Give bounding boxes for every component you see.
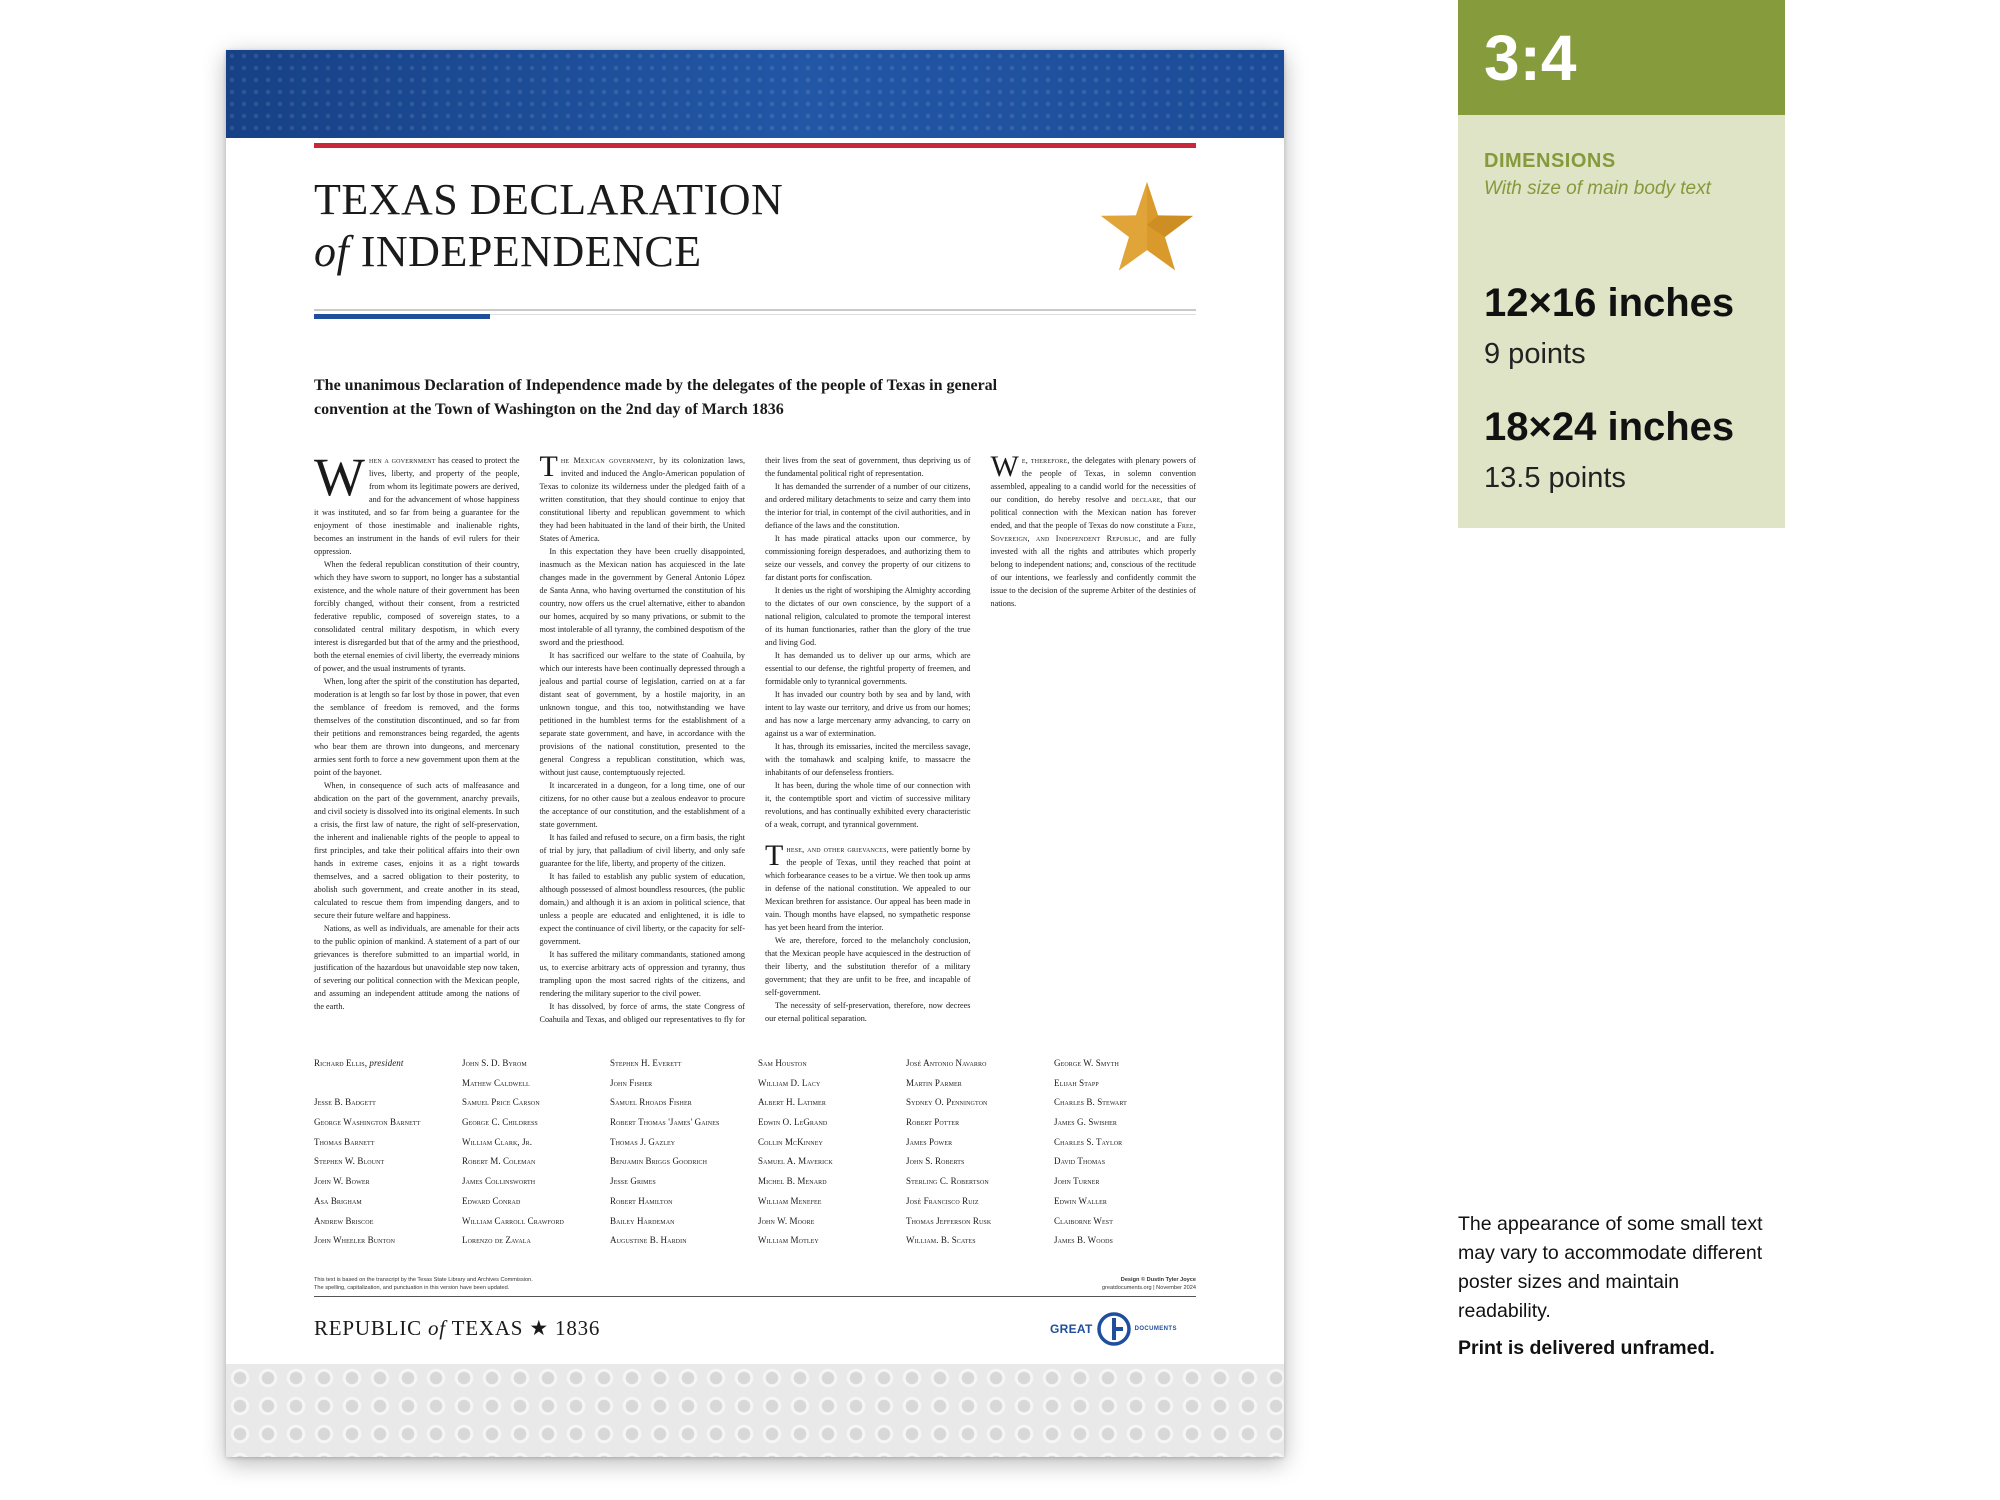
poster-title [314,174,954,278]
unframed-note: Print is delivered unframed. [1458,1337,1715,1359]
body-paragraph: We are, therefore, forced to the melancholy conclusion, that the Mexican people have acquiesced in the destruction of their liberty, and the substitution therefor of a military government; that they are unfit to be free, and incapable of self-government. [765,936,971,997]
body-paragraph: When the federal republican constitution of their country, which they have sworn to support, no longer has a substantial existence, and the whole nature of their government has been forcibly changed, without their consent, from a restricted federative republic, composed of sovereign states, to a consolidated central military despotism, in which every interest is disregarded but that of the army and the priesthood, both the eternal enemies of civil liberty, the everready minions of power, and the usual instruments of tyrants. [314,560,520,673]
body-paragraph: It has made piratical attacks upon our commerce, by commissioning foreign desperadoes, and authorizing them to seize our vessels, and convey the property of our citizens to far distant ports for confiscation. [765,534,971,582]
signature-name: William Menefee [758,1195,822,1206]
dimensions-label: DIMENSIONS [1484,150,1616,172]
gray-divider [314,309,1196,311]
drop-cap: W [990,450,1019,483]
signature-name: Augustine B. Hardin [610,1235,687,1246]
signature-name: Lorenzo de Zavala [462,1235,531,1246]
texas-lone-star-icon [1100,180,1194,274]
signature-name: John S. Roberts [906,1156,965,1167]
signature-name: Albert H. Latimer [758,1097,826,1108]
dimensions-panel [1458,115,1785,528]
body-paragraph: When, in consequence of such acts of malfeasance and abdication on the part of the government, anarchy prevails, and civil society is dissolved into its original elements. In such a crisis, the first law of nature, the right of self-preservation, the inherent and inalienable rights of the people to appeal to first principles, and take their political affairs into their own hands in extreme cases, enjoins it as a right towards themselves, and a sacred obligation to their posterity, to abolish such government, and create another in its stead, calculated to rescue them from impending dangers, and to secure their future welfare and happiness. [314,781,520,920]
signature-name: Charles B. Stewart [1054,1097,1127,1108]
signature-name: John Fisher [610,1077,653,1088]
great-documents-logo: GREAT DOCUMENTS [1050,1312,1198,1346]
signature-column [462,1054,604,1251]
signature-name: Michel B. Menard [758,1176,827,1187]
aspect-ratio-box [1458,0,1785,115]
signature-column [314,1054,456,1251]
signature-name: William Clark, Jr. [462,1136,533,1147]
body-paragraph: We, therefore, the delegates with plenary powers of the people of Texas, in solemn convention assembled, appealing to a candid world for the necessities of our condition, do hereby resolve and declare, that our political connection with the Mexican nation has forever ended, and that the people of Texas do now constitute a Free, Sovereign, and Independent Republic, and are fully invested with all the rights and attributes which properly belong to independent nations; and, conscious of the rectitude of our intentions, we fearlessly and confidently commit the issue to the decision of the supreme Arbiter of the destinies of nations. [990,450,1196,608]
size-option-small-points: 9 points [1484,338,1586,370]
body-paragraph: When a government has ceased to protect the lives, liberty, and property of the people, from whom its legitimate powers are derived, and for the advancement of whose happiness it was instituted, and so far from being a guarantee for the enjoyment of those inestimable and inalienable rights, becomes an instrument in the hands of evil rulers for their oppression. [314,447,520,556]
signature-name: Claiborne West [1054,1215,1113,1226]
signature-name: John Wheeler Bunton [314,1235,396,1246]
signature-column [610,1054,752,1251]
signature-name: Samuel Price Carson [462,1097,540,1108]
signature-name: James B. Woods [1054,1235,1113,1246]
body-paragraph: These, and other grievances, were patiently borne by the people of Texas, until they reached that point at which forbearance ceases to be a virtue. We then took up arms in defense of the national constitution. We appealed to our Mexican brethren for assistance. Our appeal has been made in vain. Though months have elapsed, no sympathetic response has yet been heard from the interior. [765,839,971,932]
signature-name: Martin Parmer [906,1077,962,1088]
signature-name: David Thomas [1054,1156,1106,1167]
signature-name: William D. Lacy [758,1077,821,1088]
signature-name: Edwin Waller [1054,1195,1107,1206]
signature-name: Thomas J. Gazley [610,1136,676,1147]
signature-column [758,1054,900,1251]
signature-name: Samuel A. Maverick [758,1156,833,1167]
great-documents-logo-icon [1097,1312,1131,1346]
republic-of-texas-line: REPUBLIC of TEXAS ★ 1836 [314,1316,601,1340]
body-paragraph: It has demanded the surrender of a number of our citizens, and ordered military detachments to seize and carry them into the interior for trial, in contempt of the civil authorities, and in defiance of the laws and the constitution. [765,482,971,530]
red-divider [314,143,1196,148]
signature-name: Sydney O. Pennington [906,1097,988,1108]
signature-name: Thomas Jefferson Rusk [906,1215,992,1226]
star-icon: ★ [529,1316,549,1340]
signature-name: James Power [906,1136,953,1147]
signature-name: Edward Conrad [462,1195,521,1206]
body-paragraph: It has dissolved, by force of arms, the state Congress of Coahuila and Texas, and obliged our representatives to fly for their lives from the seat of government, thus depriving us of the fundamental political right of representation. [539,456,971,1024]
signature-name: Robert M. Coleman [462,1156,536,1167]
signature-name: John S. D. Byrom [462,1058,527,1068]
signature-column [1054,1054,1196,1251]
signature-name: James Collinsworth [462,1176,536,1187]
declaration-body-text [314,447,1196,1034]
signature-name: George W. Smyth [1054,1058,1119,1068]
body-paragraph: It has demanded us to deliver up our arms, which are essential to our defense, the rightful property of freemen, and formidable only to tyrannical governments. [765,651,971,686]
signature-name: Asa Brigham [314,1195,362,1206]
poster-preview [226,50,1284,1457]
signature-name: John Turner [1054,1176,1100,1187]
signature-name: William. B. Scates [906,1235,976,1246]
signature-name: Jesse B. Badgett [314,1097,376,1108]
body-paragraph: It has been, during the whole time of our connection with it, the contemptible sport and victim of successive military revolutions, and has continually exhibited every characteristic of a weak, corrupt, and tyrannical government. [765,781,971,829]
body-paragraph: Nations, as well as individuals, are amenable for their acts to the public opinion of mankind. A statement of a part of our grievances is therefore submitted to an impartial world, in justification of the hazardous but unavoidable step now taken, of severing our political connection with the Mexican people, and assuming an independent attitude among the nations of the earth. [314,924,520,1011]
footer-divider [314,1296,1196,1297]
title-line-2: of INDEPENDENCE [314,227,702,276]
signature-name: John W. Bower [314,1176,370,1187]
signature-name: John W. Moore [758,1215,815,1226]
signature-name: Stephen H. Everett [610,1058,682,1068]
signature-name: Thomas Barnett [314,1136,375,1147]
size-option-large: 18×24 inches [1484,405,1735,449]
body-paragraph: In this expectation they have been cruelly disappointed, inasmuch as the Mexican nation has acquiesced in the late changes made in the government by General Antonio López de Santa Anna, who having overturned the constitution of his country, now offers us the cruel alternative, either to abandon our homes, acquired by so many privations, or submit to the most intolerable of all tyranny, the combined despotism of the sword and the priesthood. [539,547,745,647]
signature-name: Sam Houston [758,1058,807,1068]
signature-name: Collin McKinney [758,1136,823,1147]
body-paragraph: When, long after the spirit of the constitution has departed, moderation is at length so far lost by those in power, that even the semblance of freedom is removed, and the forms themselves of the constitution discontinued, and so far from their petitions and remonstrances being regarded, the agents who bear them are thrown into dungeons, and mercenary armies sent forth to force a new government upon them at the point of the bayonet. [314,677,520,777]
body-paragraph: It incarcerated in a dungeon, for a long time, one of our citizens, for no other cause but a zealous endeavor to procure the acceptance of our constitution, and the establishment of a state government. [539,781,745,829]
declaration-subtitle: The unanimous Declaration of Independence made by the delegates of the people of Texas in general convention at the Town of Washington on the 2nd day of March 1836 [314,377,998,418]
body-paragraph: It has failed to establish any public system of education, although possessed of almost boundless resources, (the public domain,) and although it is an axiom in political science, that unless a people are educated and enlightened, it is idle to expect the continuance of civil liberty, or the capacity for self-government. [539,872,745,946]
drop-cap: T [765,839,784,872]
title-line-1: TEXAS DECLARATION [314,175,784,224]
dimensions-subtitle: With size of main body text [1484,178,1711,199]
body-paragraph: It has invaded our country both by sea and by land, with intent to lay waste our territory, and drive us from our homes; and has now a large mercenary army advancing, to carry on against us a war of extermination. [765,690,971,738]
body-paragraph: It has sacrificed our welfare to the state of Coahuila, by which our interests have been continually depressed through a jealous and partial course of legislation, carried on at a far distant seat of government, by a hostile majority, in an unknown tongue, and this too, notwithstanding we have petitioned in the humblest terms for the establishment of a separate state government, and have, in accordance with the provisions of the national constitution, presented to the general Congress a republican constitution, which was, without just cause, contemptuously rejected. [539,651,745,777]
body-paragraph: It has, through its emissaries, incited the merciless savage, with the tomahawk and scalping knife, to massacre the inhabitants of our defenseless frontiers. [765,742,971,777]
size-option-small: 12×16 inches [1484,281,1735,325]
signature-name: Benjamin Briggs Goodrich [610,1156,708,1167]
signature-name: James G. Swisher [1054,1117,1118,1128]
signature-name: José Francisco Ruiz [906,1195,979,1206]
signature-name: William Motley [758,1235,819,1246]
signature-name: Robert Hamilton [610,1195,673,1206]
drop-cap: W [314,447,365,507]
body-paragraph: It denies us the right of worshiping the Almighty according to the dictates of our own conscience, by the support of a national religion, calculated to promote the temporal interest of its human functionaries, rather than the glory of the true and living God. [765,586,971,647]
signature-name: William Carroll Crawford [462,1215,564,1226]
body-paragraph: It has failed and refused to secure, on a firm basis, the right of trial by jury, that palladium of civil liberty, and only safe guarantee for the life, liberty, and property of the citizen. [539,833,745,868]
decorative-star-pattern [226,1364,1284,1457]
signature-name: Mathew Caldwell [462,1077,530,1088]
body-paragraph: The Mexican government, by its colonization laws, invited and induced the Anglo-American population of Texas to colonize its wilderness under the pledged faith of a written constitution, that they should continue to enjoy that constitutional liberty and republican government to which they had been habituated in the land of their birth, the United States of America. [539,450,746,543]
signature-column [906,1054,1048,1251]
signature-name: Edwin O. LeGrand [758,1117,828,1128]
readability-note: The appearance of some small text may vary to accommodate different poster sizes and maintain readability. [1458,1213,1763,1322]
body-paragraph: The necessity of self-preservation, therefore, now decrees our eternal political separation. [765,1001,971,1023]
signature-name: George C. Childress [462,1117,538,1128]
signature-name: Jesse Grimes [610,1176,656,1187]
signature-name: Robert Potter [906,1117,960,1128]
top-blue-banner [226,50,1284,138]
body-paragraph: It has suffered the military commandants, stationed among us, to exercise arbitrary acts of oppression and tyranny, thus trampling upon the most sacred rights of the citizens, and rendering the military superior to the civil power. [539,950,745,998]
signature-name: Stephen W. Blount [314,1156,385,1167]
signature-name: Bailey Hardeman [610,1215,675,1226]
signature-name: Charles S. Taylor [1054,1136,1123,1147]
signature-name: Andrew Briscoe [314,1215,374,1226]
signature-name: Samuel Rhoads Fisher [610,1097,692,1108]
signature-name: Robert Thomas 'James' Gaines [610,1117,720,1128]
drop-cap: T [539,450,558,483]
signature-name: Elijah Stapp [1054,1077,1099,1088]
size-option-large-points: 13.5 points [1484,462,1626,494]
source-note: This text is based on the transcript by the Texas State Library and Archives Commission. The spelling, capitalization, and punctuation in this version have been updated. [314,1277,533,1291]
signature-name: George Washington Barnett [314,1117,421,1128]
signature-name: Richard Ellis, president [314,1058,404,1068]
signature-name: José Antonio Navarro [906,1058,987,1068]
blue-accent-bar [314,314,490,319]
design-credit: Design © Dustin Tyler Joyce greatdocuments.org | November 2024 [1101,1277,1196,1291]
signatories [314,1054,1196,1244]
aspect-ratio: 3:4 [1484,22,1577,94]
signature-name: Sterling C. Robertson [906,1176,989,1187]
